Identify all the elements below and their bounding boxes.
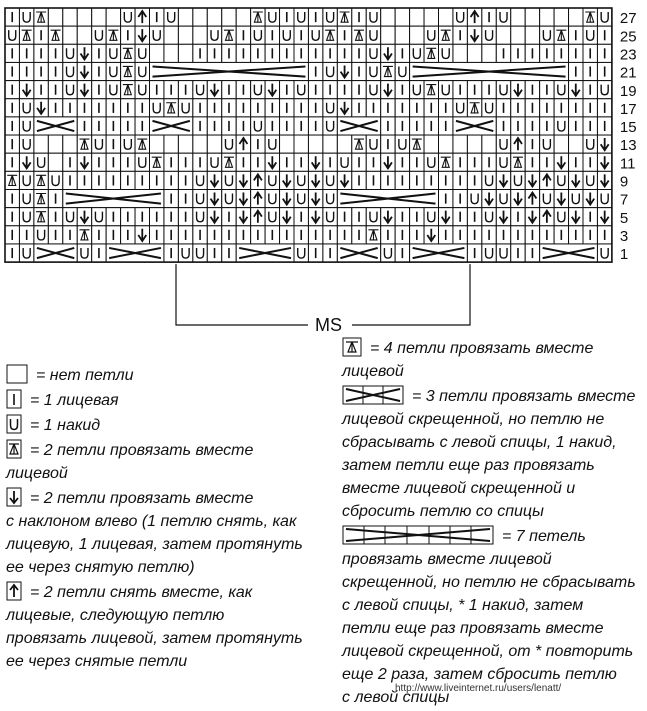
k4tog-icon [342,337,362,357]
chart-cell [236,8,250,26]
chart-cell [482,208,496,226]
chart-cell [5,26,19,44]
chart-cell [193,135,207,153]
chart-cell [92,26,106,44]
chart-cell [554,208,568,226]
legend-item-cross3 [342,385,647,525]
legend-text-cont: еще 2 раза, затем сбросить петлю [342,666,617,683]
chart-cell [323,190,337,208]
chart-cell [135,81,149,99]
chart-cell [207,26,221,44]
chart-cell [150,44,164,62]
chart-cell [496,244,510,262]
chart-cell [482,171,496,189]
row-number: 13 [619,137,637,155]
chart-cell [280,26,294,44]
chart-cell [135,62,149,80]
chart-cell [106,44,120,62]
chart-cell [583,26,597,44]
chart-cell [323,135,337,153]
legend-text-cont: лицевой [6,465,68,482]
chart-cell [92,135,106,153]
row-number: 11 [619,155,636,173]
chart-cell [294,244,308,262]
legend-text: = нет петли [36,367,134,384]
chart-cell [222,135,236,153]
chart-cell [251,117,265,135]
chart-cell [410,81,424,99]
chart-cell [150,135,164,153]
chart-cell [48,153,62,171]
chart-cell [453,8,467,26]
legend-text-cont: затем петли еще раз провязать [342,457,595,474]
chart-cell [366,81,380,99]
chart-cell [395,62,409,80]
legend-text-cont: сбрасывать с левой спицы, 1 накид, [342,434,617,451]
chart-cell [381,8,395,26]
chart-cell [583,171,597,189]
legend-text: = 2 петли снять вместе, как [30,584,253,601]
chart-cell [554,135,568,153]
chart-cell [496,81,510,99]
chart-cell [540,8,554,26]
chart-cell [92,8,106,26]
chart-cell [193,81,207,99]
chart-cell [482,244,496,262]
chart-cell [366,62,380,80]
legend-text-cont: петли еще раз провязать вместе [342,620,604,637]
legend-item-knit [6,389,336,414]
chart-cell [207,153,221,171]
chart-cell [540,135,554,153]
chart-cell [106,62,120,80]
chart-cell [337,135,351,153]
chart-cell [106,8,120,26]
chart-cell [496,190,510,208]
legend-text-cont: ее через снятую петлю) [6,559,195,576]
row-number: 17 [619,100,637,118]
chart-cell [19,99,33,117]
chart-cell [150,26,164,44]
chart-cell [34,226,48,244]
source-url: http://www.liveinternet.ru/users/lenatt/ [395,683,562,694]
chart-cell [395,8,409,26]
chart-cell [34,153,48,171]
legend-text-cont: лицевые, следующую петлю [6,607,225,624]
row-number: 3 [619,227,629,245]
chart-cell [63,135,77,153]
chart-cell [63,62,77,80]
chart-cell [482,26,496,44]
chart-cell [482,135,496,153]
chart-cell [280,135,294,153]
chart-cell [121,8,135,26]
chart-cell [222,8,236,26]
chart-cell [150,99,164,117]
cross-3-stitch-icon [342,385,404,405]
knit-stitch-icon [6,389,22,409]
chart-cell [323,99,337,117]
chart-cell [569,135,583,153]
chart-cell [164,44,178,62]
legend-text-cont: с наклоном влево (1 петлю снять, как [6,513,297,530]
chart-cell [496,135,510,153]
chart-cell [19,208,33,226]
legend-text-cont: провязать вместе лицевой [342,551,552,568]
chart-cell [265,135,279,153]
chart-cell [525,8,539,26]
row-number: 27 [619,10,637,28]
chart-cell [366,8,380,26]
legend-text-cont: ее через снятые петли [6,653,188,670]
arrow-down-icon [6,487,22,507]
ms-label: MS [315,315,342,335]
legend-text-cont: вместе лицевой скрещенной и [342,480,576,497]
legend-text: = 3 петли провязать вместе [412,388,636,405]
chart-cell [63,8,77,26]
chart-cell [453,44,467,62]
chart-cell [77,26,91,44]
chart-cell [19,8,33,26]
chart-grid [5,8,612,262]
chart-cell [323,208,337,226]
chart-cell [323,171,337,189]
empty-square-icon [6,364,28,384]
chart-cell [121,135,135,153]
legend-text: = 2 петли провязать вместе [30,442,254,459]
chart-cell [193,244,207,262]
chart-cell [424,208,438,226]
chart-cell [265,171,279,189]
chart-cell [193,26,207,44]
chart-cell [482,99,496,117]
legend-text-cont: лицевую, 1 лицевая, затем протянуть [6,536,303,553]
chart-cell [453,99,467,117]
chart-cell [540,190,554,208]
chart-cell [207,8,221,26]
chart-cell [164,135,178,153]
chart-cell [106,81,120,99]
chart-cell [294,190,308,208]
legend-text-cont: сбросить петлю со спицы [342,503,544,520]
chart-cell [265,8,279,26]
legend-item-k4tog [342,337,647,385]
legend-text-cont: скрещенной, но петлю не сбрасывать [342,574,636,591]
chart-cell [308,26,322,44]
chart-cell [323,117,337,135]
chart-cell [77,8,91,26]
chart-cell [193,190,207,208]
legend-left [6,364,336,675]
chart-cell [395,135,409,153]
chart-cell [178,8,192,26]
legend-item-no-stitch [6,364,336,389]
legend-text-cont: провязать лицевой, затем протянуть [6,630,303,647]
chart-cell [439,44,453,62]
chart-cell [597,190,611,208]
legend-text: = 2 петли провязать вместе [30,490,254,507]
legend-text-cont: с левой спицы [342,689,450,706]
row-number: 7 [619,191,629,209]
yarn-over-icon [6,414,22,434]
chart-cell [178,244,192,262]
chart-cell [597,81,611,99]
chart-cell [511,26,525,44]
chart-cell [19,135,33,153]
chart-cell [178,26,192,44]
row-number: 1 [619,246,629,264]
chart-cell [92,208,106,226]
chart-cell [511,171,525,189]
legend-text: = 1 накид [30,417,101,434]
row-number: 15 [619,119,637,137]
legend-item-ssk [6,487,336,581]
chart-cell [583,135,597,153]
legend-item-k2tog [6,439,336,487]
chart-cell [265,190,279,208]
row-number: 25 [619,28,637,46]
chart-cell [467,135,481,153]
chart-cell [410,26,424,44]
chart-cell [410,8,424,26]
chart-cell [48,135,62,153]
cross-7-stitch-icon [342,525,494,545]
chart-cell [48,8,62,26]
chart-cell [525,26,539,44]
chart-cell [366,208,380,226]
chart-cell [207,135,221,153]
chart-cell [222,171,236,189]
legend-item-cdd [6,581,336,675]
row-number: 9 [619,173,629,191]
chart-cell [569,190,583,208]
chart-cell [482,44,496,62]
chart-cell [439,8,453,26]
chart-cell [164,8,178,26]
chart-cell [265,208,279,226]
chart-cell [294,171,308,189]
legend-text: = 7 петель [502,528,586,545]
chart-cell [294,81,308,99]
chart-cell [178,99,192,117]
chart-cell [439,81,453,99]
legend-text-cont: с левой спицы, * 1 накид, затем [342,597,584,614]
chart-cell [453,135,467,153]
chart-cell [19,117,33,135]
legend-text-cont: лицевой [342,363,404,380]
chart-cell [496,153,510,171]
legend-item-yarn-over [6,414,336,439]
chart-cell [178,44,192,62]
chart-cell [323,8,337,26]
legend-text-cont: лицевой скрещенной, от * повторить [342,643,634,660]
chart-cell [193,8,207,26]
chart-cell [63,44,77,62]
chart-cell [366,135,380,153]
chart-cell [63,26,77,44]
chart-cell [597,8,611,26]
chart-cell [424,135,438,153]
chart-cell [439,135,453,153]
chart-cell [63,81,77,99]
chart-cell [63,208,77,226]
chart-cell [554,117,568,135]
legend-text: = 1 лицевая [30,392,119,409]
legend-text: = 4 петли провязать вместе [370,340,594,357]
chart-cell [395,26,409,44]
chart-cell [34,135,48,153]
chart-cell [135,44,149,62]
chart-cell [337,153,351,171]
chart-cell [381,244,395,262]
chart-cell [135,153,149,171]
chart-cell [467,190,481,208]
row-number: 21 [619,64,637,82]
chart-cell [511,8,525,26]
chart-cell [48,171,62,189]
row-number: 23 [619,46,637,64]
chart-cell [410,44,424,62]
chart-cell [496,8,510,26]
knitting-chart [0,0,647,340]
chart-cell [164,26,178,44]
chart-cell [19,244,33,262]
chart-cell [467,44,481,62]
chart-cell [193,171,207,189]
chart-cell [366,44,380,62]
chart-cell [424,26,438,44]
chart-cell [251,26,265,44]
chart-cell [540,26,554,44]
chart-cell [19,171,33,189]
chart-cell [424,8,438,26]
legend-right [342,337,647,711]
chart-cell [569,8,583,26]
chart-cell [554,81,568,99]
k2tog-icon [6,439,22,459]
chart-cell [597,244,611,262]
chart-cell [308,135,322,153]
chart-cell [178,135,192,153]
chart-cell [193,208,207,226]
chart-cell [554,8,568,26]
chart-cell [424,153,438,171]
legend-text-cont: лицевой скрещенной, но петлю не [342,411,605,428]
chart-cell [19,190,33,208]
chart-cell [366,26,380,44]
chart-cell [294,8,308,26]
chart-cell [77,244,91,262]
chart-cell [554,171,568,189]
chart-cell [222,190,236,208]
chart-cell [294,135,308,153]
chart-cell [381,26,395,44]
chart-cell [323,62,337,80]
chart-cell [496,26,510,44]
arrow-up-icon [6,581,22,601]
chart-cell [251,81,265,99]
row-number: 5 [619,209,629,227]
row-number: 19 [619,82,637,100]
